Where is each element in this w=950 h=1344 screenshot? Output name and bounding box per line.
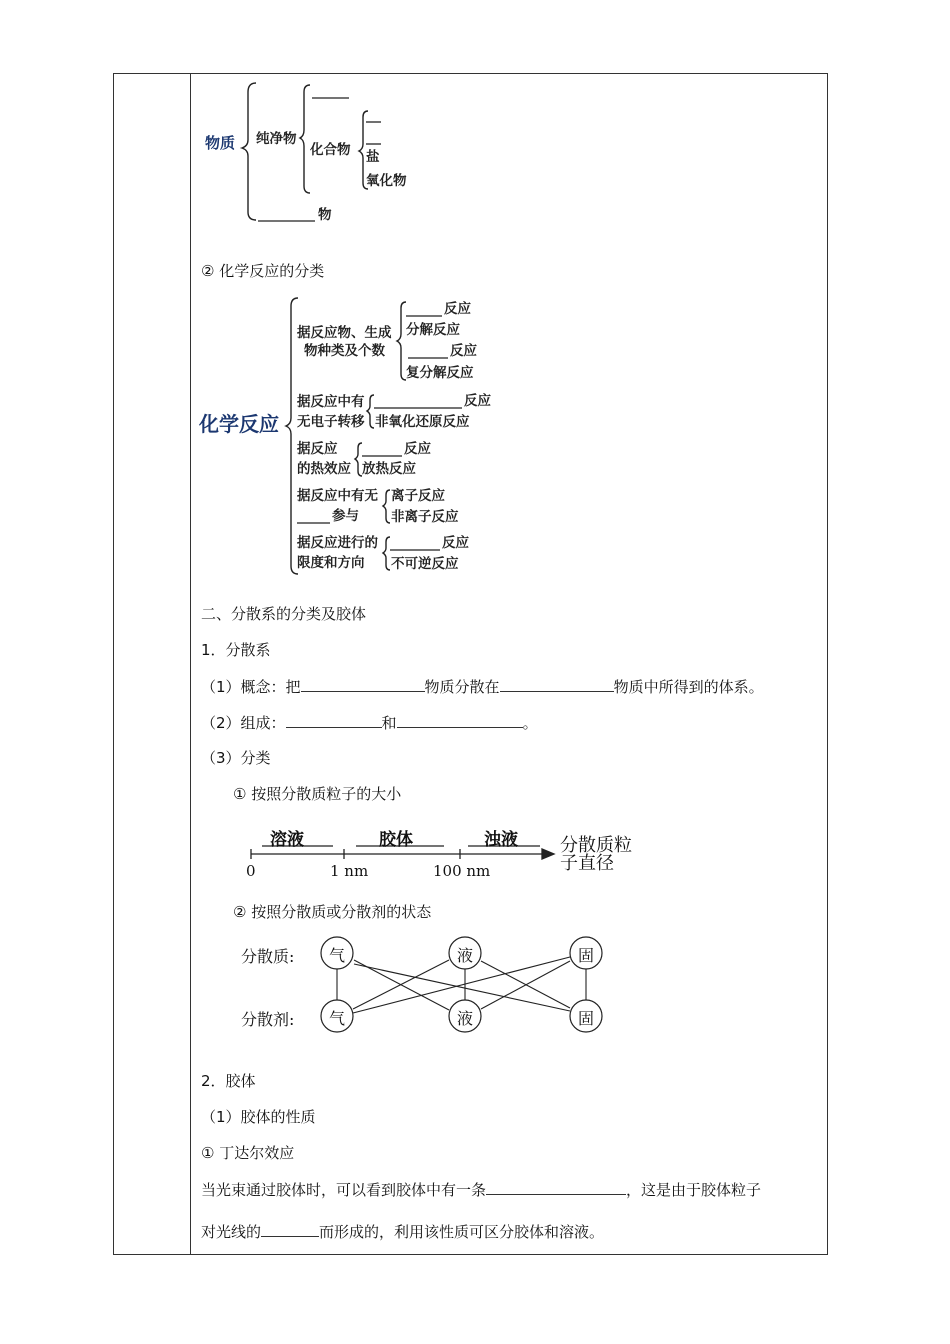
group5-item-1: 反应 — [442, 535, 469, 551]
tyndall-heading: ① 丁达尔效应 — [201, 1144, 295, 1162]
composition-text-2: 和 — [381, 714, 397, 732]
axis-tick-0: 0 — [246, 862, 256, 880]
composition-text-3: 。 — [522, 714, 538, 732]
group1-item-1: 反应 — [444, 301, 471, 317]
mixture-label: 物 — [318, 207, 332, 223]
medium-liquid: 液 — [457, 1009, 474, 1028]
axis-tick-1nm: 1 nm — [330, 862, 369, 880]
group2-item-2: 非氧化还原反应 — [375, 414, 470, 430]
pure-substance-label: 纯净物 — [256, 131, 297, 147]
dispersion-system-heading: 1．分散系 — [201, 641, 271, 659]
axis-label-colloid: 胶体 — [379, 830, 413, 850]
group5-item-2: 不可逆反应 — [391, 556, 459, 572]
group1-label-line2: 物种类及个数 — [304, 343, 385, 359]
group2-label-line1: 据反应中有 — [297, 394, 365, 410]
concept-text-1: （1）概念：把 — [201, 678, 301, 696]
group4-item-1: 离子反应 — [391, 488, 445, 504]
tyndall-text-1: 当光束通过胶体时，可以看到胶体中有一条 — [201, 1181, 487, 1199]
dispersed-phase-label: 分散质: — [241, 947, 295, 966]
colloid-properties-heading: （1）胶体的性质 — [201, 1108, 316, 1126]
medium-solid: 固 — [578, 1009, 595, 1028]
compound-label: 化合物 — [310, 142, 351, 158]
by-size-heading: ① 按照分散质粒子的大小 — [233, 785, 402, 803]
tyndall-text-3: 对光线的 — [201, 1223, 262, 1241]
group5-label-line2: 限度和方向 — [297, 555, 365, 571]
dispersion-medium-label: 分散剂: — [241, 1010, 295, 1029]
concept-text-2: 物质分散在 — [424, 678, 500, 696]
group2-label-line2: 无电子转移 — [297, 414, 365, 430]
medium-gas: 气 — [329, 1009, 346, 1028]
oxide-label: 氧化物 — [366, 173, 407, 189]
group1-item-4: 复分解反应 — [406, 365, 474, 381]
group1-label-line1: 据反应物、生成 — [297, 325, 392, 341]
matter-root-label: 物质 — [205, 134, 236, 152]
tyndall-blank-1 — [486, 1180, 626, 1195]
axis-label-solution: 溶液 — [270, 830, 304, 850]
dispersed-solid: 固 — [578, 946, 595, 965]
classification-heading: （3）分类 — [201, 749, 271, 767]
salt-label: 盐 — [366, 149, 380, 165]
section2-heading: 二、分散系的分类及胶体 — [201, 605, 367, 623]
group5-label-line1: 据反应进行的 — [297, 535, 378, 551]
reaction-root-label: 化学反应 — [199, 412, 279, 436]
group1-item-3: 反应 — [450, 343, 477, 359]
group3-item-2: 放热反应 — [362, 461, 416, 477]
tyndall-line-2 — [201, 1222, 604, 1241]
group4-item-2: 非离子反应 — [391, 509, 459, 525]
tyndall-text-2: ，这是由于胶体粒子 — [626, 1181, 762, 1199]
axis-title-line2: 子直径 — [560, 853, 614, 874]
group2-item-1: 反应 — [464, 393, 491, 409]
colloid-heading: 2．胶体 — [201, 1072, 256, 1090]
dispersed-gas: 气 — [329, 946, 346, 965]
tyndall-line-1 — [201, 1180, 761, 1199]
reaction-classification-heading: ② 化学反应的分类 — [201, 262, 325, 280]
group3-item-1: 反应 — [404, 441, 431, 457]
group4-label-line1: 据反应中有无 — [297, 488, 378, 504]
composition-text-1: （2）组成： — [201, 714, 286, 732]
group4-label-line2: 参与 — [332, 508, 359, 524]
tyndall-blank-2 — [261, 1222, 319, 1237]
group1-item-2: 分解反应 — [406, 322, 460, 338]
group3-label-line2: 的热效应 — [297, 461, 351, 477]
axis-label-suspension: 浊液 — [484, 830, 518, 850]
concept-text-3: 物质中所得到的体系。 — [613, 678, 764, 696]
by-state-heading: ② 按照分散质或分散剂的状态 — [233, 903, 432, 921]
axis-title-line1: 分散质粒 — [560, 835, 632, 856]
tyndall-text-4: 而形成的，利用该性质可区分胶体和溶液。 — [319, 1223, 605, 1241]
group3-label-line1: 据反应 — [297, 441, 338, 457]
axis-tick-100nm: 100 nm — [433, 862, 491, 880]
dispersed-liquid: 液 — [457, 946, 474, 965]
